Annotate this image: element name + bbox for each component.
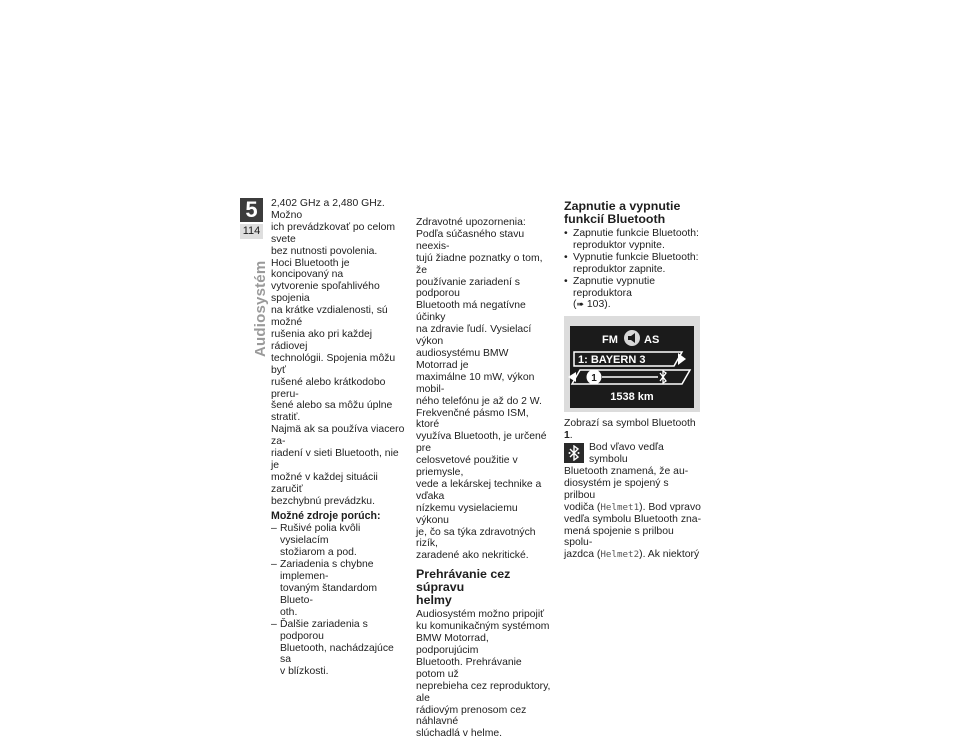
text-line: ). Bod vpravo [639,501,701,513]
text-line: ). Ak niektorý [639,549,700,561]
station-label: 1: BAYERN 3 [578,354,646,367]
list-item: • Zapnutie vypnutie reproduktora (➠ 103). [564,276,702,312]
text-line: tujú žiadne poznatky o tom, že [416,252,543,276]
fault-list [271,523,406,678]
body-paragraph [271,198,406,508]
chapter-title [232,245,272,357]
text-line: Bluetooth. Prehrávanie potom už [416,656,522,680]
text-line: Zdravotné upozornenia: [416,217,526,228]
text-line: Frekvenčné pásmo ISM, ktoré [416,407,529,431]
band-label: FM [602,334,618,347]
text-line: 2,402 GHz a 2,480 GHz. Možno [271,198,385,221]
section-heading [416,568,551,607]
text-line: reproduktor vypnite. [573,239,665,251]
audio-display-illustration [564,316,700,412]
text-line: vytvorenie spoľahlivého spojenia [271,281,380,305]
heading-line: funkcií Bluetooth [564,212,666,226]
section-heading [564,200,702,226]
text-line: Ďalšie zariadenia s podporou [280,618,368,642]
text-line: audiosystému BMW Motorrad je [416,347,509,371]
bluetooth-note [564,442,702,561]
text-line: technológii. Spojenia môžu byť [271,352,396,376]
text-line: zaradené ako nekritické. [416,550,529,562]
body-paragraph [416,217,551,562]
text-line: slúchadlá v helme. [416,728,503,740]
text-line: ku komunikačným systémom [416,621,550,633]
text-line: rušené alebo krátkodobo preru- [271,376,386,400]
helmet2-label: Helmet2 [600,549,640,561]
column-1 [271,198,406,678]
text-line: maximálne 10 mW, výkon mobil- [416,371,535,395]
text-line: je, čo sa týka zdravotných rizík, [416,526,536,550]
text-line: Zariadenia s chybne implemen- [280,559,374,583]
text-line: Bluetooth znamená, že au- [564,465,689,477]
text-line: Audiosystém možno pripojiť [416,609,545,621]
bluetooth-glyph [568,445,580,461]
column-2 [416,217,551,740]
text-line: šené alebo sa môžu úplne stratiť. [271,400,393,424]
text-line: jazdca ( [564,549,601,561]
text-line: vodiča ( [564,501,601,513]
chapter-title-text: Audiosystém [252,260,269,357]
text-line: bezchybnú prevádzku. [271,495,375,507]
chapter-number: 5 [240,198,263,222]
list-item [271,523,406,559]
text-line: na krátke vzdialenosti, sú možné [271,305,388,329]
list-item [271,619,406,679]
caption-text: Zobrazí sa symbol Bluetooth [564,418,696,430]
body-paragraph [416,609,551,740]
text-line: diosystém je spojený s prilbou [564,477,669,501]
text-line: Podľa súčasného stavu neexis- [416,228,525,252]
text-line: vede a lekárskej technike a vďaka [416,478,542,502]
mode-label: AS [644,334,660,347]
steps-list [564,228,702,311]
page-number: 114 [240,224,263,239]
text-line: ich prevádzkovať po celom svete [271,221,396,245]
text-line: Bluetooth má negatívne účinky [416,300,526,324]
column-3 [564,200,702,561]
text-line: v blízkosti. [280,666,329,678]
text-line: využíva Bluetooth, je určené pre [416,431,547,455]
text-line: riadení v sieti Bluetooth, nie je [271,448,399,471]
heading-line: Prehrávanie cez súpravu [416,567,511,595]
text-line: nízkemu vysielaciemu výkonu [416,502,518,526]
caption-ref: 1 [564,430,570,442]
text-line: používanie zariadení s podporou [416,276,520,300]
caption: Zobrazí sa symbol Bluetooth 1. [564,418,696,442]
text-line: 103). [586,299,611,311]
text-line: rádiovým prenosom cez náhlavné [416,704,527,728]
text-line: celosvetové použitie v priemysle, [416,455,518,479]
list-item [564,252,702,276]
text-line: bez nutnosti povolenia. [271,245,378,257]
page-reference-arrow-icon: ➠ [576,299,585,310]
marker-label: 1 [591,373,597,385]
text-line: neprebieha cez reproduktory, ale [416,680,551,704]
text-line: na zdravie ľudí. Vysielací výkon [416,324,532,348]
text-line: Bod vľavo vedľa symbolu [589,442,664,466]
text-line: Rušivé polia kvôli vysielacím [280,523,361,547]
text-line: BMW Motorrad, podporujúcim [416,633,489,656]
subheading: Možné zdroje porúch: [271,509,381,522]
text-line: Najmä ak sa používa viacero za- [271,424,405,448]
text-line: možné v každej situácii zaručiť [271,471,378,495]
text-line: stožiarom a pod. [280,547,357,559]
text-line: vedľa symbolu Bluetooth zna- [564,513,702,525]
text-line: Vypnutie funkcie Bluetooth: [573,251,699,263]
helmet1-label: Helmet1 [600,501,640,513]
heading-line: Zapnutie a vypnutie [564,199,681,213]
distance-label: 1538 km [610,391,654,404]
text-line: oth. [280,606,298,618]
text-line: mená spojenie s prilbou spolu- [564,525,674,549]
text-line: Hoci Bluetooth je koncipovaný na [271,257,350,281]
bluetooth-icon [564,443,584,463]
heading-line: helmy [416,593,452,608]
display-drawing [564,316,700,412]
text-line: reproduktor zapnite. [573,263,666,275]
text-line: rušenia ako pri každej rádiovej [271,328,373,352]
text-line: Bluetooth, nachádzajúce sa [280,642,394,666]
list-item [564,228,702,252]
text-line: Zapnutie funkcie Bluetooth: [573,228,699,239]
text-line: tovaným štandardom Blueto- [280,583,378,606]
text-line: ného telefónu je až do 2 W. [416,395,542,407]
list-item [271,559,406,619]
text-line: Zapnutie vypnutie reproduktora [573,275,656,299]
